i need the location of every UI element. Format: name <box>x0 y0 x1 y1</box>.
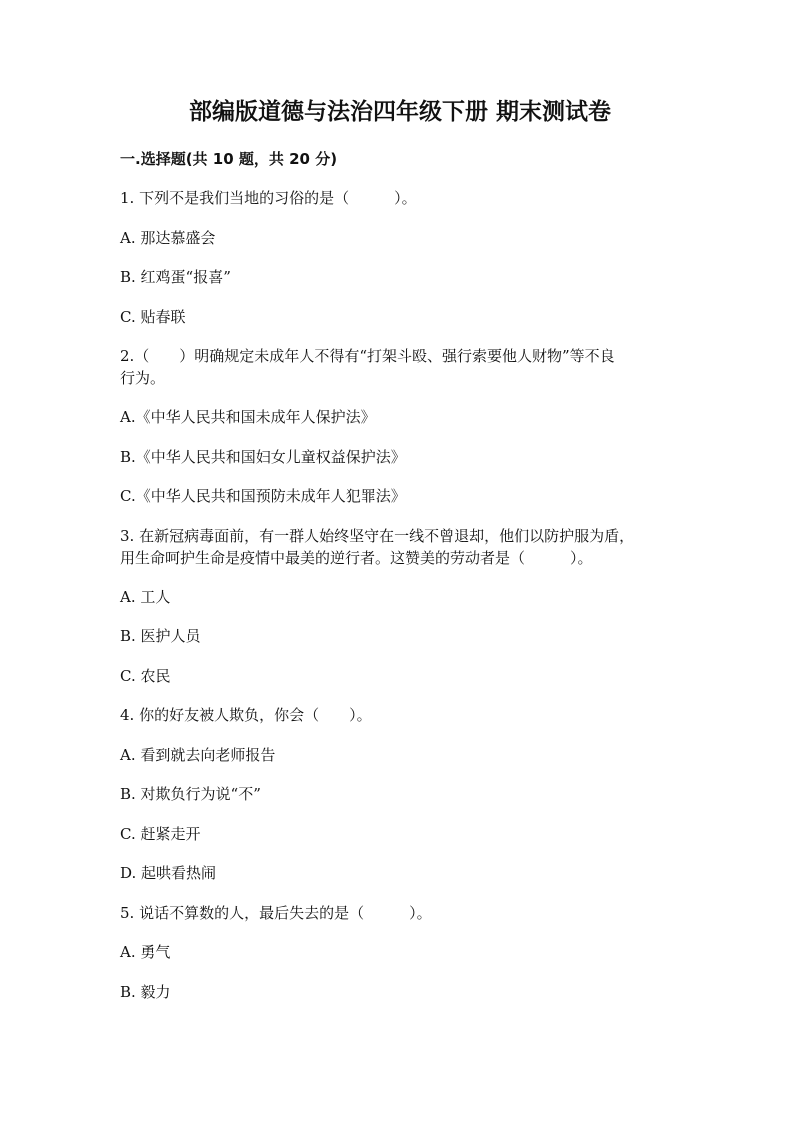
section-heading: 一.选择题(共 10 题，共 20 分) <box>120 150 338 168</box>
question-4-option-c: C. 赶紧走开 <box>120 825 201 843</box>
question-3-option-a: A. 工人 <box>120 588 171 606</box>
question-1-option-a: A. 那达慕盛会 <box>120 229 216 247</box>
question-3-option-c: C. 农民 <box>120 667 171 685</box>
question-4-option-d: D. 起哄看热闹 <box>120 864 217 882</box>
question-3-stem-line-1: 3. 在新冠病毒面前，有一群人始终坚守在一线不曾退却，他们以防护服为盾， <box>120 527 635 545</box>
question-5-option-a: A. 勇气 <box>120 943 171 961</box>
question-2-stem-line-1: 2.（ ）明确规定未成年人不得有“打架斗殴、强行索要他人财物”等不良 <box>120 347 615 365</box>
question-4-stem: 4. 你的好友被人欺负，你会（ ）。 <box>120 706 372 724</box>
question-4-option-a: A. 看到就去向老师报告 <box>120 746 276 764</box>
question-5-stem: 5. 说话不算数的人，最后失去的是（ ）。 <box>120 904 432 922</box>
question-2-option-b: B.《中华人民共和国妇女儿童权益保护法》 <box>120 448 406 466</box>
question-3-stem-line-2: 用生命呵护生命是疫情中最美的逆行者。这赞美的劳动者是（ ）。 <box>120 549 593 567</box>
question-4-option-b: B. 对欺负行为说“不” <box>120 785 261 803</box>
page-title: 部编版道德与法治四年级下册 期末测试卷 <box>188 99 611 125</box>
question-1-option-c: C. 贴春联 <box>120 308 186 326</box>
question-2-stem-line-2: 行为。 <box>120 369 166 387</box>
question-2-option-a: A.《中华人民共和国未成年人保护法》 <box>120 408 376 426</box>
question-1-option-b: B. 红鸡蛋“报喜” <box>120 268 231 286</box>
question-5-option-b: B. 毅力 <box>120 983 171 1001</box>
question-3-option-b: B. 医护人员 <box>120 627 201 645</box>
question-2-option-c: C.《中华人民共和国预防未成年人犯罪法》 <box>120 487 406 505</box>
question-1-stem: 1. 下列不是我们当地的习俗的是（ ）。 <box>120 189 417 207</box>
